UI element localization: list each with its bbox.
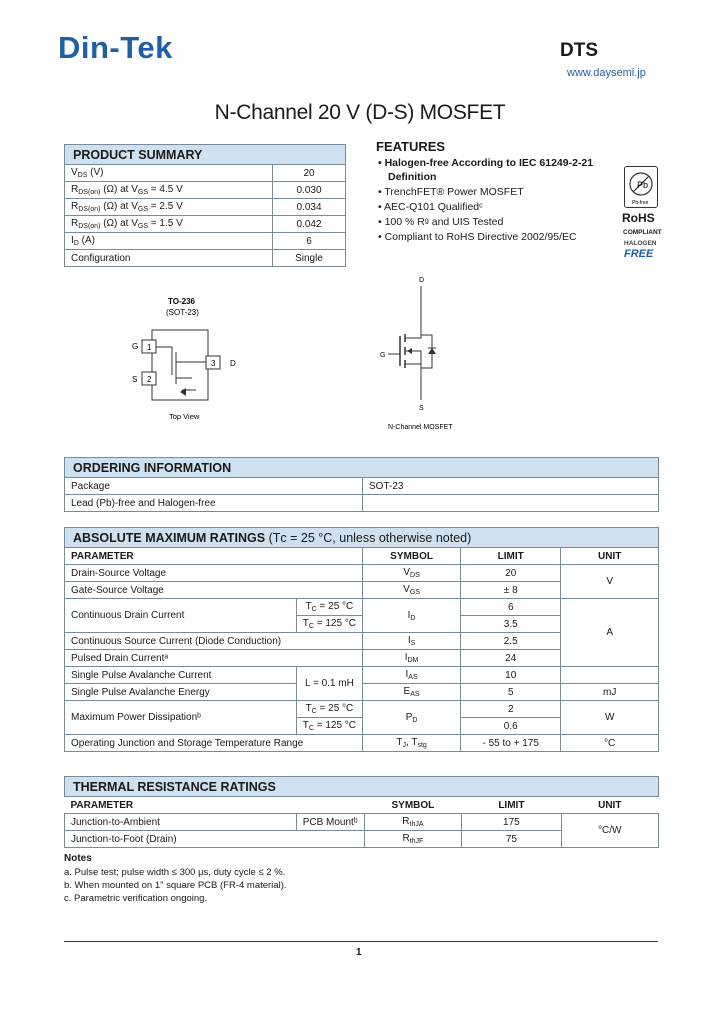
table-header [65,548,659,565]
table-row [65,495,659,512]
param-label: Maximum Power Dissipationᵇ [65,701,297,735]
summary-label: $V_{DS}$ (V) [65,165,273,182]
param-limit: 0.6 [461,718,561,735]
param-label: Single Pulse Avalanche Current [65,667,297,684]
param-condition: $T_C = 125$ °C [296,616,362,633]
pb-text: Pb [637,180,649,190]
param-symbol: $I_D$ [363,599,461,633]
col-header-param: PARAMETER [70,799,134,811]
table-row [65,250,346,267]
param-condition: $T_C = 25$ °C [296,599,362,616]
param-limit: ± 8 [461,582,561,599]
thermal-title: THERMAL RESISTANCE RATINGS [65,777,659,797]
param-label: Single Pulse Avalanche Energy [65,684,297,701]
symbol-d-label: D [419,277,425,284]
table-row [65,165,346,182]
param-unit: W [561,701,659,735]
pin2-label: 2 [147,375,152,384]
param-label: Junction-to-Foot (Drain) [65,831,365,848]
table-row [65,233,346,250]
pin3-label: 3 [211,359,216,368]
param-symbol: $E_{AS}$ [363,684,461,701]
pb-free-icon [625,167,657,207]
pin-d-label: D [230,359,236,368]
param-unit: °C [561,735,659,752]
table-row [65,216,346,233]
summary-label: $R_{DS(on)}$ (Ω) at $V_{GS} = 1.5$ V [65,216,273,233]
note-b: b. When mounted on 1" square PCB (FR-4 material). [64,880,287,891]
halogen-label: HALOGEN [624,240,657,247]
param-limit: 3.5 [461,616,561,633]
package-diagram [120,290,250,425]
col-header-unit: UNIT [598,799,622,811]
param-symbol: $V_{DS}$ [363,565,461,582]
thermal-table [64,776,659,848]
abs-max-title-cell [65,528,659,548]
col-header-param: PARAMETER [65,548,363,565]
param-limit: 5 [461,684,561,701]
pin-s-label: S [132,375,138,384]
list-item: • TrenchFET® Power MOSFET [378,186,524,198]
param-limit: - 55 to + 175 [461,735,561,752]
param-unit: mJ [561,684,659,701]
table-row [65,599,659,616]
param-symbol: $P_D$ [363,701,461,735]
summary-label: $I_D$ (A) [65,233,273,250]
param-symbol: $I_{AS}$ [363,667,461,684]
col-header-limit: LIMIT [461,548,561,565]
param-label: Continuous Source Current (Diode Conduction) [65,633,363,650]
top-view-label: Top View [169,412,200,421]
param-condition: $T_C = 25$ °C [296,701,362,718]
package-alt: (SOT-23) [166,308,199,317]
col-header-limit: LIMIT [498,799,525,811]
param-limit: 6 [461,599,561,616]
abs-max-title: ABSOLUTE MAXIMUM RATINGS [73,530,266,545]
note-a: a. Pulse test; pulse width ≤ 300 µs, duty cycle ≤ 2 %. [64,867,286,878]
summary-value: 0.034 [273,199,346,216]
rohs-label: RoHS [622,211,655,225]
abs-max-table [64,527,659,752]
features-list [376,156,626,245]
param-limit: 10 [461,667,561,684]
param-symbol: $I_S$ [363,633,461,650]
table-row [65,701,659,718]
ordering-value: SOT-23 [363,478,659,495]
table-row [65,182,346,199]
features-title: FEATURES [376,139,446,154]
param-limit: 24 [461,650,561,667]
note-c: c. Parametric verification ongoing. [64,893,208,904]
summary-label: $R_{DS(on)}$ (Ω) at $V_{GS} = 4.5$ V [65,182,273,199]
summary-value: 20 [273,165,346,182]
table-header [65,797,659,814]
param-label: Drain-Source Voltage [65,565,363,582]
summary-value: 0.030 [273,182,346,199]
param-limit: 75 [462,831,561,848]
table-row [65,814,659,831]
page-title: N-Channel 20 V (D-S) MOSFET [214,101,506,124]
table-row [65,478,659,495]
table-row [65,199,346,216]
symbol-s-label: S [419,405,424,412]
summary-label: Configuration [65,250,273,267]
mosfet-symbol [370,270,480,435]
ordering-title: ORDERING INFORMATION [65,458,659,478]
param-label: Gate-Source Voltage [65,582,363,599]
pb-free-badge [624,166,658,208]
param-limit: 2 [461,701,561,718]
product-summary-table [64,144,346,267]
param-condition: L = 0.1 mH [296,667,362,701]
model-number: DTS [560,40,598,61]
ordering-table [64,457,659,512]
param-unit: V [561,565,659,599]
summary-value: Single [273,250,346,267]
ordering-label: Package [65,478,363,495]
ordering-value [363,495,659,512]
table-row [65,565,659,582]
param-limit: 2.5 [461,633,561,650]
company-logo: Din-Tek [58,30,173,65]
summary-value: 6 [273,233,346,250]
website-link[interactable]: www.daysemi.jp [567,67,646,79]
list-item: • 100 % Rᵍ and UIS Tested [378,216,504,228]
param-symbol: $R_{thJF}$ [364,831,462,848]
product-summary-title: PRODUCT SUMMARY [65,145,346,165]
param-label: Continuous Drain Current [65,599,297,633]
summary-label: $R_{DS(on)}$ (Ω) at $V_{GS} = 2.5$ V [65,199,273,216]
param-unit: °C/W [561,814,658,848]
compliant-label: COMPLIANT [623,229,662,236]
pin1-label: 1 [147,343,152,352]
param-symbol: $I_{DM}$ [363,650,461,667]
param-symbol: $V_{GS}$ [363,582,461,599]
pin-g-label: G [132,342,139,351]
param-condition: $T_C = 125$ °C [296,718,362,735]
free-label: FREE [624,248,654,260]
col-header-symbol: SYMBOL [391,799,435,811]
symbol-caption: N-Channel MOSFET [388,424,453,431]
param-condition: PCB Mountᵇ [296,814,364,831]
list-item: • Halogen-free According to IEC 61249-2-21 Definition [378,157,594,183]
param-limit: 175 [462,814,561,831]
pb-sub-text: Pb-free [632,200,649,206]
param-symbol: $R_{thJA}$ [364,814,462,831]
list-item: • AEC-Q101 Qualifiedᶜ [378,201,483,213]
ordering-label: Lead (Pb)-free and Halogen-free [65,495,363,512]
list-item: • Compliant to RoHS Directive 2002/95/EC [378,231,577,243]
param-label: Junction-to-Ambient [65,814,297,831]
col-header-symbol: SYMBOL [363,548,461,565]
param-label: Operating Junction and Storage Temperature Range [65,735,363,752]
page-number: 1 [356,947,362,958]
notes-title: Notes [64,853,92,864]
table-row [65,667,659,684]
abs-max-condition: (Tᴄ = 25 °C, unless otherwise noted) [268,530,472,545]
param-label: Pulsed Drain Currentᵃ [65,650,363,667]
footer-divider [64,941,658,942]
param-unit [561,667,659,684]
symbol-g-label: G [380,352,386,359]
summary-value: 0.042 [273,216,346,233]
table-row [65,735,659,752]
param-symbol: $T_J$, $T_{stg}$ [363,735,461,752]
param-limit: 20 [461,565,561,582]
col-header-unit: UNIT [561,548,659,565]
param-unit: A [561,599,659,667]
package-name: TO-236 [168,297,195,306]
